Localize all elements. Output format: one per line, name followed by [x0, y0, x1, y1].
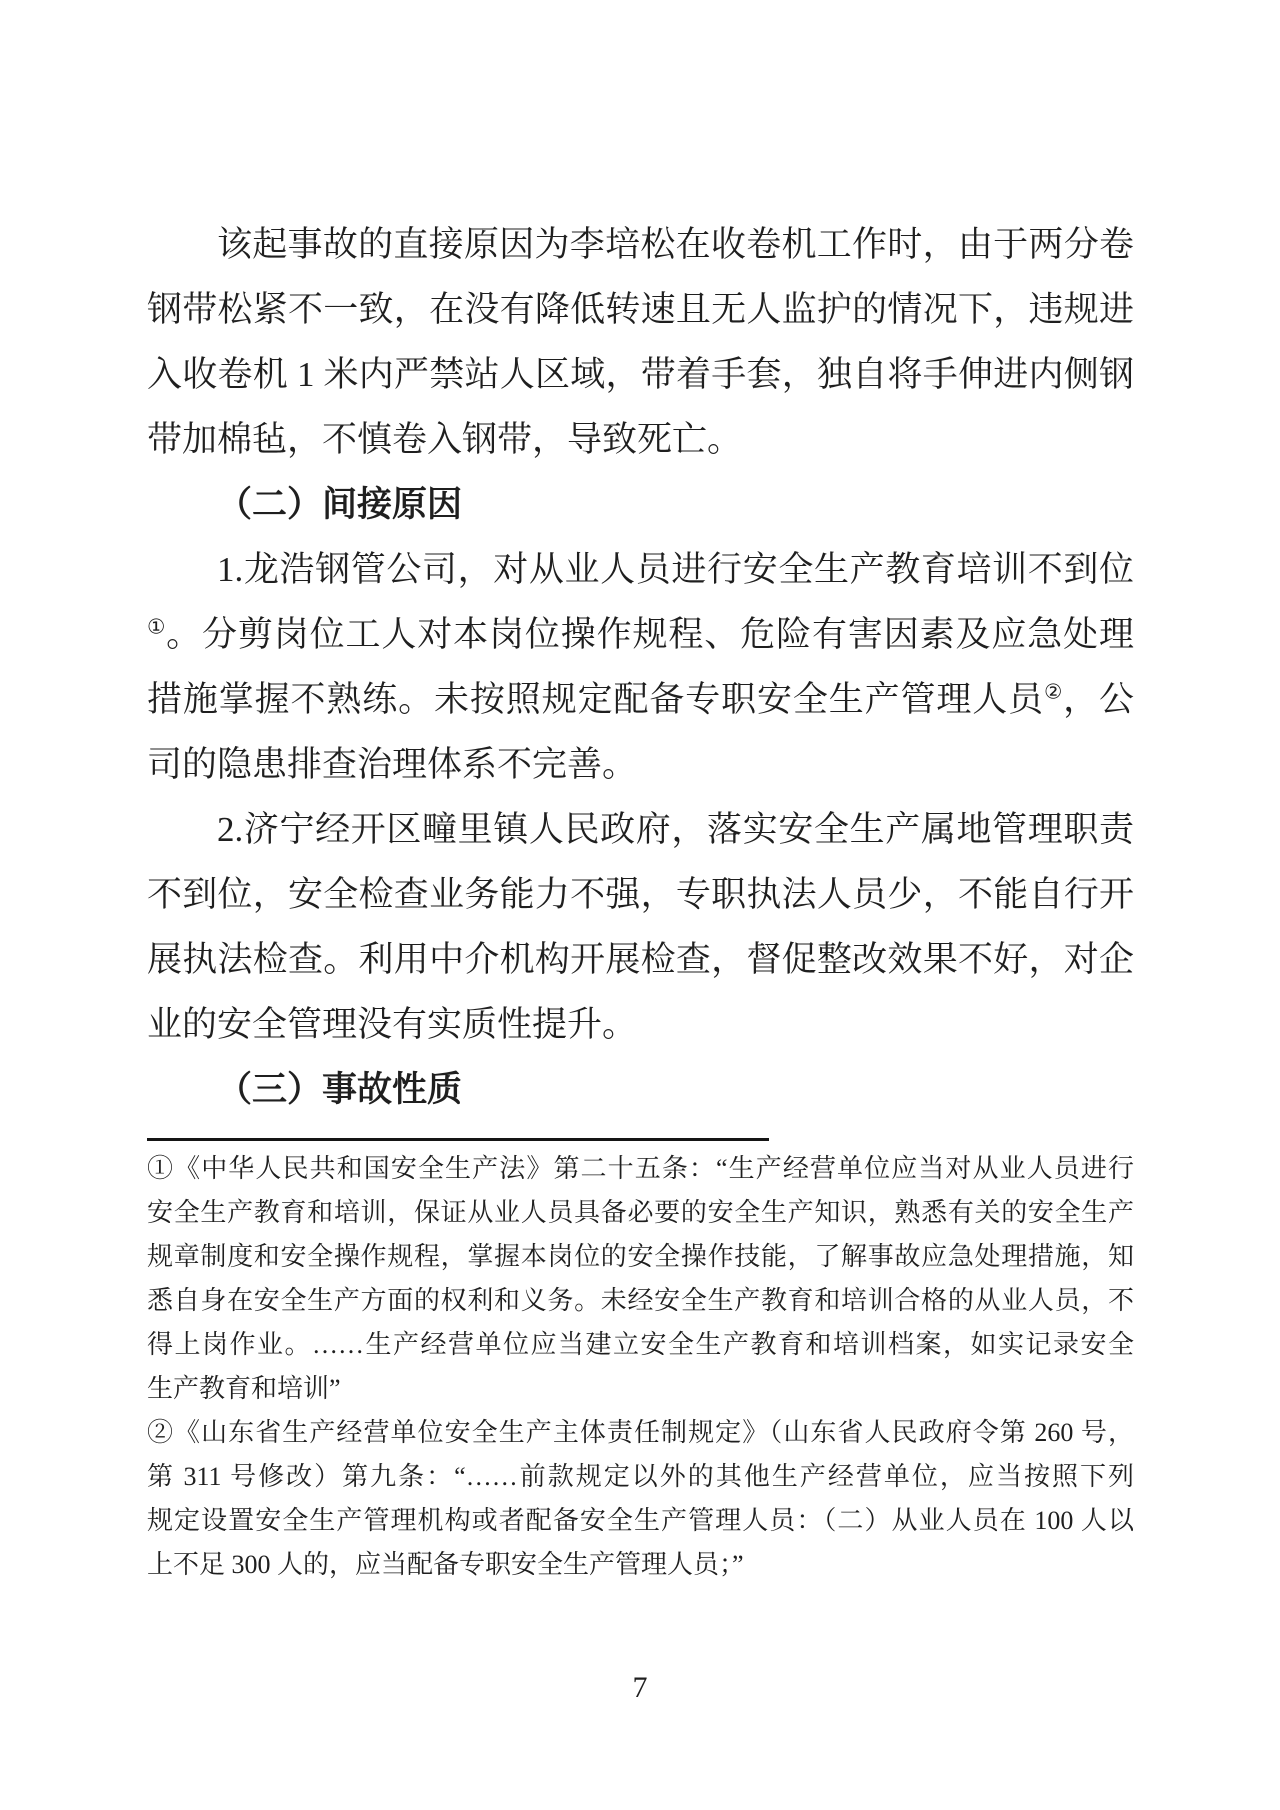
page-number: 7	[632, 1671, 648, 1704]
footnote-2-line: ②《山东省生产经营单位安全生产主体责任制规定》（山东省人民政府令第 260 号，	[147, 1418, 1134, 1447]
company-cause-text: ，公	[1063, 680, 1134, 719]
footnote-1-line: 规章制度和安全操作规程，掌握本岗位的安全操作技能，了解事故应急处理措施，知	[147, 1242, 1134, 1271]
footnote-2-line: 上不足 300 人的，应当配备专职安全生产管理人员；”	[147, 1550, 744, 1579]
page-content	[147, 212, 1134, 1587]
footnote-2-line: 第 311 号修改）第九条：“……前款规定以外的其他生产经营单位，应当按照下列	[147, 1462, 1134, 1491]
footnote-1-line: ①《中华人民共和国安全生产法》第二十五条：“生产经营单位应当对从业人员进行	[147, 1154, 1134, 1183]
section-heading-indirect-cause: （二）间接原因	[217, 485, 463, 524]
footnotes-section	[147, 1147, 1134, 1587]
direct-cause-line: 入收卷机 1 米内严禁站人区域，带着手套，独自将手伸进内侧钢	[147, 355, 1134, 394]
footnote-1-line: 悉自身在安全生产方面的权利和义务。未经安全生产教育和培训合格的从业人员，不	[147, 1286, 1134, 1315]
section-heading-accident-nature: （三）事故性质	[217, 1070, 463, 1109]
company-cause-line: 司的隐患排查治理体系不完善。	[147, 745, 638, 784]
footnote-separator-rule	[147, 1138, 769, 1141]
footnote-ref-2: ②	[1044, 681, 1064, 704]
footnote-1-line: 得上岗作业。……生产经营单位应当建立安全生产教育和培训档案，如实记录安全	[147, 1330, 1134, 1359]
company-cause-line	[147, 667, 1134, 732]
government-cause-line: 业的安全管理没有实质性提升。	[147, 1005, 638, 1044]
government-cause-line: 展执法检查。利用中介机构开展检查，督促整改效果不好，对企	[147, 940, 1134, 979]
footnote-2-line: 规定设置安全生产管理机构或者配备安全生产管理人员：（二）从业人员在 100 人以	[147, 1506, 1134, 1535]
direct-cause-line: 带加棉毡，不慎卷入钢带，导致死亡。	[147, 420, 743, 459]
direct-cause-line: 钢带松紧不一致，在没有降低转速且无人监护的情况下，违规进	[147, 290, 1134, 329]
company-cause-line	[147, 602, 1134, 667]
government-cause-line: 2.济宁经开区疃里镇人民政府，落实安全生产属地管理职责	[217, 810, 1134, 849]
company-cause-text: 措施掌握不熟练。未按照规定配备专职安全生产管理人员	[147, 680, 1045, 719]
direct-cause-line: 该起事故的直接原因为李培松在收卷机工作时，由于两分卷	[217, 225, 1134, 264]
footnote-1-line: 生产教育和培训”	[147, 1374, 341, 1403]
footnote-ref-1: ①	[147, 616, 167, 639]
government-cause-line: 不到位，安全检查业务能力不强，专职执法人员少，不能自行开	[147, 875, 1134, 914]
footnote-1-line: 安全生产教育和培训，保证从业人员具备必要的安全生产知识，熟悉有关的安全生产	[147, 1198, 1134, 1227]
company-cause-line: 1.龙浩钢管公司，对从业人员进行安全生产教育培训不到位	[217, 550, 1134, 589]
company-cause-text: 。分剪岗位工人对本岗位操作规程、危险有害因素及应急处理	[166, 615, 1134, 654]
